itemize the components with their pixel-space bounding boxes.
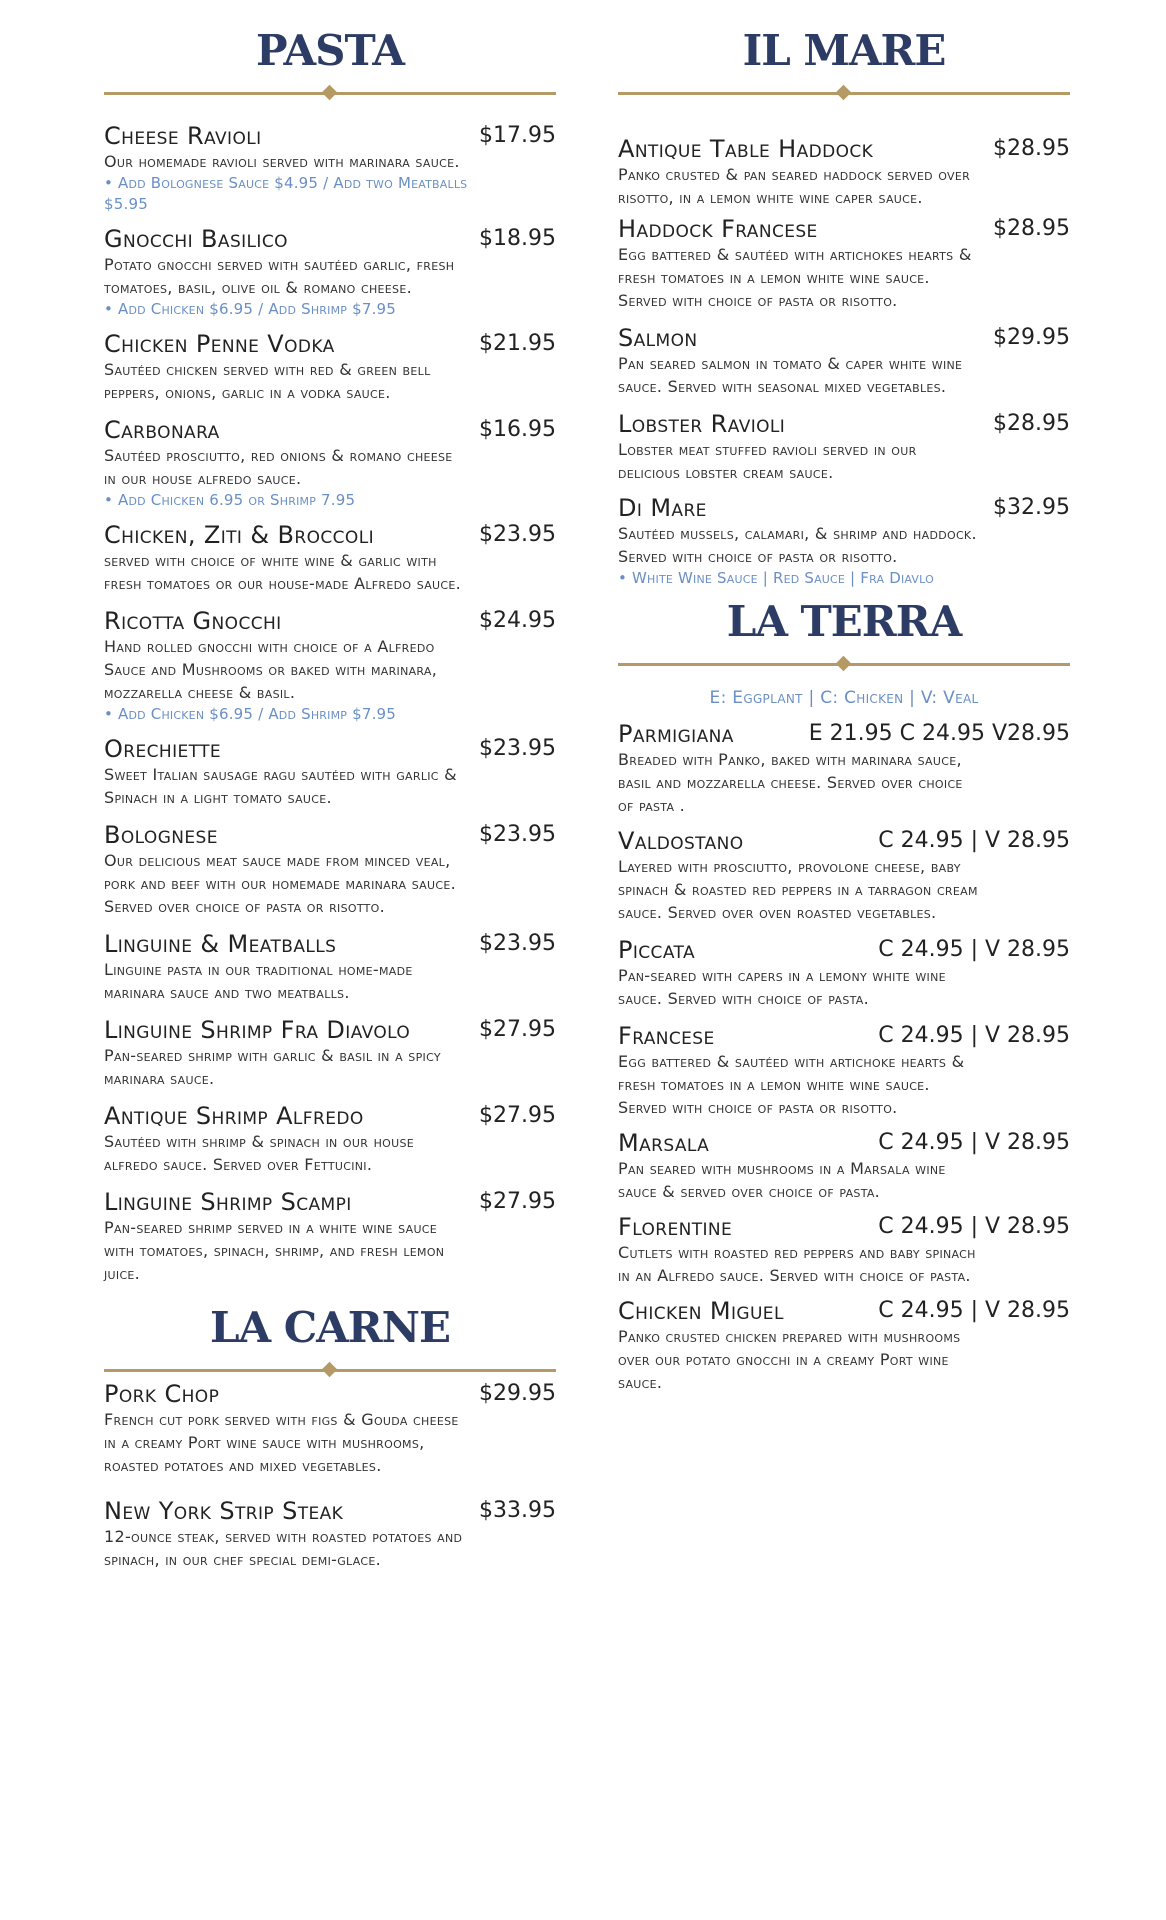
item-name: Di Mare [618, 494, 707, 522]
menu-item [104, 416, 556, 511]
item-price: E 21.95 C 24.95 V28.95 [808, 721, 1070, 746]
item-description: Pan seared salmon in tomato & caper white wine sauce. Served with seasonal mixed vegetables. [618, 354, 963, 396]
item-name: Chicken Miguel [618, 1297, 784, 1325]
item-description: Sweet Italian sausage ragu sautéed with garlic & Spinach in a light tomato sauce. [104, 765, 457, 807]
menu-item [104, 930, 556, 1004]
item-description: Sautéed chicken served with red & green bell peppers, onions, garlic in a vodka sauce. [104, 360, 431, 402]
item-description: Egg battered & sautéed with artichoke hearts & fresh tomatoes in a lemon white wine sauce. Served with choice of pasta or risotto. [618, 1052, 965, 1117]
item-price: $27.95 [479, 1017, 556, 1042]
item-price: $18.95 [479, 226, 556, 251]
item-price: $32.95 [993, 495, 1070, 520]
item-description: served with choice of white wine & garlic with fresh tomatoes or our house-made Alfredo sauce. [104, 551, 462, 593]
item-name: Valdostano [618, 827, 744, 855]
item-description: Potato gnocchi served with sautéed garlic, fresh tomatoes, basil, olive oil & romano cheese. [104, 255, 455, 297]
menu-item [104, 1497, 556, 1571]
item-description: Sautéed with shrimp & spinach in our house alfredo sauce. Served over Fettucini. [104, 1132, 414, 1174]
item-addon: • Add Chicken $6.95 / Add Shrimp $7.95 [104, 705, 397, 723]
item-price: $27.95 [479, 1103, 556, 1128]
right-column [618, 0, 1070, 1394]
terra-items [618, 720, 1070, 1394]
item-price: $27.95 [479, 1189, 556, 1214]
carne-items [104, 1380, 556, 1571]
diamond-ornament-icon [836, 85, 852, 101]
menu-item [104, 1016, 556, 1090]
menu-item [618, 720, 1070, 817]
section-title-terra: LA TERRA [726, 597, 962, 646]
menu-item [618, 410, 1070, 484]
menu-item [104, 607, 556, 725]
item-description: Panko crusted chicken prepared with mushrooms over our potato gnocchi in a creamy Port wine sauce. [618, 1327, 961, 1392]
item-name: New York Strip Steak [104, 1497, 344, 1525]
carne-section [104, 1303, 556, 1571]
menu-item [618, 1129, 1070, 1203]
item-name: Pork Chop [104, 1380, 220, 1408]
terra-section [618, 597, 1070, 1394]
item-description: Lobster meat stuffed ravioli served in our delicious lobster cream sauce. [618, 440, 917, 482]
menu-item [104, 1102, 556, 1176]
item-name: Carbonara [104, 416, 220, 444]
diamond-ornament-icon [322, 1362, 338, 1378]
section-title-carne: LA CARNE [209, 1303, 451, 1352]
item-addon: • Add Chicken $6.95 / Add Shrimp $7.95 [104, 300, 397, 318]
section-divider [618, 663, 1070, 666]
item-name: Linguine Shrimp Scampi [104, 1188, 352, 1216]
item-description: Our homemade ravioli served with marinara sauce. [104, 152, 460, 171]
menu-item [618, 1022, 1070, 1119]
item-description: Hand rolled gnocchi with choice of a Alfredo Sauce and Mushrooms or baked with marinara, mozzarella cheese & basil. [104, 637, 438, 702]
item-price: C 24.95 | V 28.95 [878, 1130, 1070, 1155]
item-name: Cheese Ravioli [104, 122, 262, 150]
item-price: $28.95 [993, 216, 1070, 241]
section-divider [618, 92, 1070, 95]
item-name: Bolognese [104, 821, 218, 849]
item-name: Linguine Shrimp Fra Diavolo [104, 1016, 411, 1044]
item-price: $16.95 [479, 417, 556, 442]
menu-item [618, 135, 1070, 209]
item-name: Ricotta Gnocchi [104, 607, 282, 635]
item-description: 12-ounce steak, served with roasted potatoes and spinach, in our chef special demi-glace. [104, 1527, 463, 1569]
item-price: $23.95 [479, 736, 556, 761]
item-description: Cutlets with roasted red peppers and baby spinach in an Alfredo sauce. Served with choice of pasta. [618, 1243, 976, 1285]
menu-item [618, 1213, 1070, 1287]
item-name: Piccata [618, 936, 696, 964]
menu-item [104, 821, 556, 918]
item-description: Egg battered & sautéed with artichokes hearts & fresh tomatoes in a lemon white wine sauce. Served with choice of pasta or risotto. [618, 245, 972, 310]
item-price: $23.95 [479, 522, 556, 547]
menu-item [104, 122, 556, 215]
item-name: Antique Shrimp Alfredo [104, 1102, 364, 1130]
menu-item [104, 521, 556, 595]
item-name: Francese [618, 1022, 715, 1050]
item-description: Pan seared with mushrooms in a Marsala wine sauce & served over choice of pasta. [618, 1159, 946, 1201]
item-name: Parmigiana [618, 720, 734, 748]
item-name: Linguine & Meatballs [104, 930, 337, 958]
menu-item [104, 1380, 556, 1477]
item-price: $23.95 [479, 931, 556, 956]
item-price: $24.95 [479, 608, 556, 633]
menu-item [104, 330, 556, 404]
item-name: Haddock Francese [618, 215, 818, 243]
item-name: Gnocchi Basilico [104, 225, 288, 253]
item-description: Pan-seared shrimp served in a white wine sauce with tomatoes, spinach, shrimp, and fresh lemon juice. [104, 1218, 445, 1283]
mare-items [618, 135, 1070, 589]
item-addon: • Add Bolognese Sauce $4.95 / Add two Meatballs $5.95 [104, 174, 468, 213]
item-name: Chicken Penne Vodka [104, 330, 335, 358]
item-name: Antique Table Haddock [618, 135, 874, 163]
item-name: Lobster Ravioli [618, 410, 786, 438]
pasta-section [104, 0, 556, 1285]
item-description: French cut pork served with figs & Gouda cheese in a creamy Port wine sauce with mushrooms, roasted potatoes and mixed vegetables. [104, 1410, 459, 1475]
item-price: C 24.95 | V 28.95 [878, 937, 1070, 962]
item-description: Pan-seared with capers in a lemony white wine sauce. Served with choice of pasta. [618, 966, 946, 1008]
item-price: $23.95 [479, 822, 556, 847]
menu-item [618, 324, 1070, 398]
menu-item [618, 827, 1070, 924]
item-name: Orechiette [104, 735, 222, 763]
diamond-ornament-icon [836, 656, 852, 672]
item-name: Marsala [618, 1129, 710, 1157]
item-price: C 24.95 | V 28.95 [878, 828, 1070, 853]
menu-item [104, 1188, 556, 1285]
item-price: $29.95 [479, 1381, 556, 1406]
item-price: C 24.95 | V 28.95 [878, 1023, 1070, 1048]
item-price: $28.95 [993, 136, 1070, 161]
item-description: Sautéed prosciutto, red onions & romano cheese in our house alfredo sauce. [104, 446, 453, 488]
item-price: $29.95 [993, 325, 1070, 350]
item-price: $33.95 [479, 1498, 556, 1523]
pasta-items [104, 122, 556, 1285]
item-description: Sautéed mussels, calamari, & shrimp and haddock. Served with choice of pasta or risotto. [618, 524, 977, 566]
item-price: C 24.95 | V 28.95 [878, 1298, 1070, 1323]
item-price: C 24.95 | V 28.95 [878, 1214, 1070, 1239]
menu-item [618, 936, 1070, 1010]
item-name: Florentine [618, 1213, 733, 1241]
menu-item [104, 735, 556, 809]
menu-item [618, 215, 1070, 312]
item-description: Breaded with Panko, baked with marinara sauce, basil and mozzarella cheese. Served over choice of pasta . [618, 750, 963, 815]
diamond-ornament-icon [322, 85, 338, 101]
item-description: Our delicious meat sauce made from minced veal, pork and beef with our homemade marinara sauce. Served over choice of pasta or risotto. [104, 851, 456, 916]
section-title-pasta: PASTA [256, 26, 404, 75]
item-description: Panko crusted & pan seared haddock served over risotto, in a lemon white wine caper sauce. [618, 165, 971, 207]
item-name: Chicken, Ziti & Broccoli [104, 521, 374, 549]
terra-legend: E: Eggplant | C: Chicken | V: Veal [709, 688, 979, 708]
item-name: Salmon [618, 324, 698, 352]
item-addon: • Add Chicken 6.95 or Shrimp 7.95 [104, 491, 356, 509]
item-description: Pan-seared shrimp with garlic & basil in a spicy marinara sauce. [104, 1046, 441, 1088]
section-divider [104, 1369, 556, 1372]
item-description: Linguine pasta in our traditional home-made marinara sauce and two meatballs. [104, 960, 413, 1002]
menu-item [104, 225, 556, 320]
item-price: $21.95 [479, 331, 556, 356]
item-price: $28.95 [993, 411, 1070, 436]
menu-item [618, 494, 1070, 589]
item-price: $17.95 [479, 123, 556, 148]
item-addon: • White Wine Sauce | Red Sauce | Fra Diavlo [618, 569, 934, 587]
left-column [104, 0, 556, 1571]
menu-item [618, 1297, 1070, 1394]
section-title-mare: IL MARE [742, 26, 946, 75]
item-description: Layered with prosciutto, provolone cheese, baby spinach & roasted red peppers in a tarragon cream sauce. Served over oven roasted vegetables. [618, 857, 978, 922]
mare-section [618, 0, 1070, 589]
section-divider [104, 92, 556, 95]
